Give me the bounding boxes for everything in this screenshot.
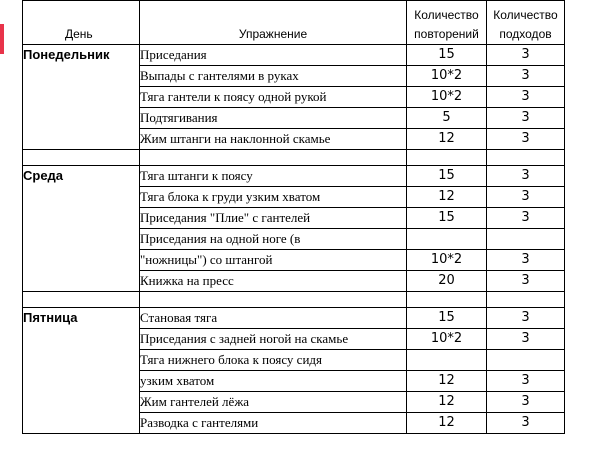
spacer-cell (23, 150, 140, 166)
reps-cell (407, 350, 487, 371)
exercise-cell: Жим штанги на наклонной скамье (140, 129, 407, 150)
header-sets: Количество подходов (487, 1, 565, 45)
reps-cell: 10*2 (407, 329, 487, 350)
sets-cell: 3 (487, 413, 565, 434)
spacer-cell (140, 150, 407, 166)
reps-cell: 15 (407, 308, 487, 329)
header-exercise: Упражнение (140, 1, 407, 45)
reps-cell: 15 (407, 208, 487, 229)
exercise-cell: Выпады с гантелями в руках (140, 66, 407, 87)
reps-cell: 12 (407, 392, 487, 413)
exercise-cell: Приседания на одной ноге (в (140, 229, 407, 250)
sets-cell: 3 (487, 129, 565, 150)
red-edge-marker (0, 24, 4, 54)
header-day: День (23, 1, 140, 45)
reps-cell: 12 (407, 187, 487, 208)
workout-table (22, 0, 565, 434)
day-cell-friday: Пятница (23, 308, 140, 434)
exercise-cell: узким хватом (140, 371, 407, 392)
reps-cell: 12 (407, 371, 487, 392)
reps-cell: 20 (407, 271, 487, 292)
sets-cell (487, 350, 565, 371)
table-row (23, 308, 565, 329)
sets-cell: 3 (487, 45, 565, 66)
reps-cell: 5 (407, 108, 487, 129)
spacer-row (23, 150, 565, 166)
sets-cell: 3 (487, 208, 565, 229)
sets-cell: 3 (487, 371, 565, 392)
table-row (23, 45, 565, 66)
exercise-cell: Приседания с задней ногой на скамье (140, 329, 407, 350)
reps-cell: 10*2 (407, 87, 487, 108)
reps-cell: 12 (407, 129, 487, 150)
header-row (23, 1, 565, 45)
exercise-cell: Приседания (140, 45, 407, 66)
sets-cell: 3 (487, 66, 565, 87)
exercise-cell: Становая тяга (140, 308, 407, 329)
reps-cell (407, 229, 487, 250)
exercise-cell: Приседания "Плие" с гантелей (140, 208, 407, 229)
sets-cell: 3 (487, 392, 565, 413)
exercise-cell: Подтягивания (140, 108, 407, 129)
reps-cell: 12 (407, 413, 487, 434)
sets-cell: 3 (487, 187, 565, 208)
sets-cell: 3 (487, 329, 565, 350)
spacer-cell (487, 150, 565, 166)
exercise-cell: Тяга нижнего блока к поясу сидя (140, 350, 407, 371)
exercise-cell: "ножницы") со штангой (140, 250, 407, 271)
sets-cell: 3 (487, 87, 565, 108)
sets-cell: 3 (487, 166, 565, 187)
exercise-cell: Жим гантелей лёжа (140, 392, 407, 413)
spacer-cell (140, 292, 407, 308)
exercise-cell: Разводка с гантелями (140, 413, 407, 434)
exercise-cell: Тяга блока к груди узким хватом (140, 187, 407, 208)
day-cell-wednesday: Среда (23, 166, 140, 292)
spacer-row (23, 292, 565, 308)
reps-cell: 10*2 (407, 250, 487, 271)
table-row (23, 166, 565, 187)
sets-cell: 3 (487, 271, 565, 292)
sets-cell: 3 (487, 308, 565, 329)
spacer-cell (407, 292, 487, 308)
spacer-cell (23, 292, 140, 308)
spacer-cell (407, 150, 487, 166)
exercise-cell: Тяга гантели к поясу одной рукой (140, 87, 407, 108)
sets-cell (487, 229, 565, 250)
sets-cell: 3 (487, 108, 565, 129)
reps-cell: 10*2 (407, 66, 487, 87)
reps-cell: 15 (407, 166, 487, 187)
header-reps: Количество повторений (407, 1, 487, 45)
spacer-cell (487, 292, 565, 308)
day-cell-monday: Понедельник (23, 45, 140, 150)
sets-cell: 3 (487, 250, 565, 271)
exercise-cell: Тяга штанги к поясу (140, 166, 407, 187)
reps-cell: 15 (407, 45, 487, 66)
exercise-cell: Книжка на пресс (140, 271, 407, 292)
